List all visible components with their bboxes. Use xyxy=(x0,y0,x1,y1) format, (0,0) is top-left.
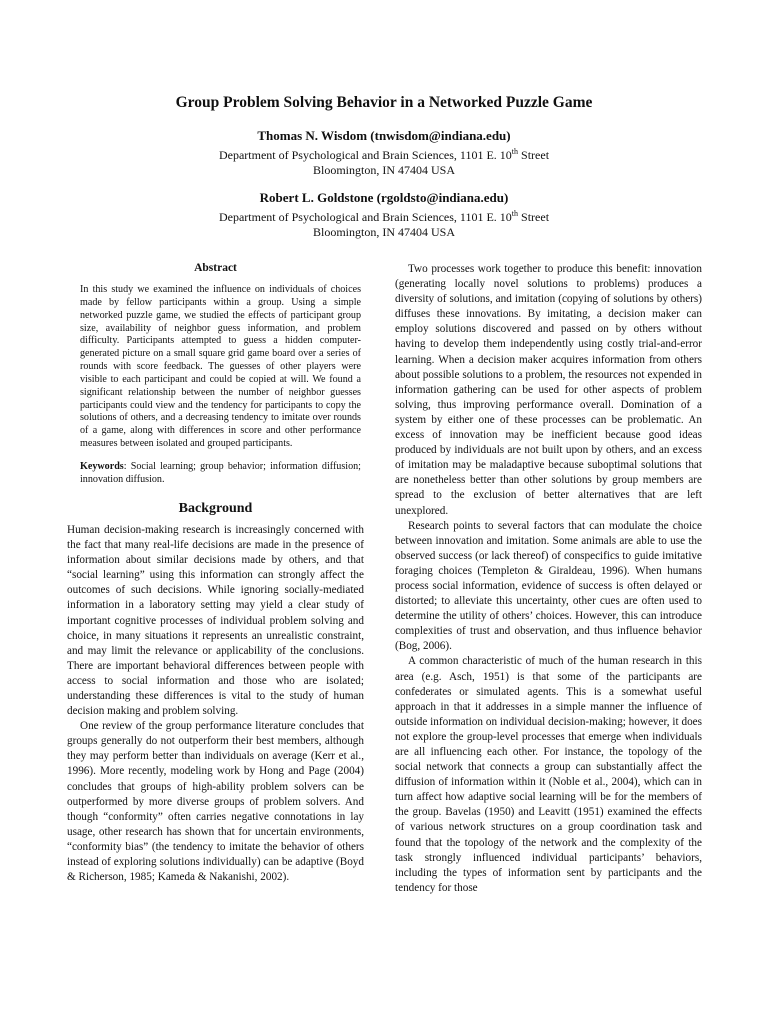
author-block-1 xyxy=(0,128,768,178)
left-column xyxy=(67,262,364,885)
body-paragraph: Two processes work together to produce this benefit: innovation (generating locally novel solutions to problems) produces a diversity of solutions, and imitation (copying of solutions by others) diffuses these innovations. By imitating, a decision maker can employ solutions discovered and passed on by others without having to develop them independently using costly trial-and-error learning. When a decision maker acquires information from others about possible solutions to a problem, the resources not expended in information gathering can be used for other aspects of problem solving, thus improving performance overall. Domination of a system by either one of these processes can be problematic. An excess of innovation may be inefficient because good ideas produced by individuals are not built upon by others, and an excess of imitation may be maladaptive because suboptimal solutions that are nonetheless better than other solutions by group members are spread to the exclusion of better alternatives that are left unexplored. xyxy=(395,263,702,517)
author-block-2 xyxy=(0,190,768,240)
author-name: Thomas N. Wisdom (tnwisdom@indiana.edu) xyxy=(257,128,511,143)
right-column xyxy=(395,262,702,896)
abstract-text: In this study we examined the influence on individuals of choices made by fellow participants within a group. Using a simple networked puzzle game, we studied the effects of participant group size, availability of neighbor guess information, and problem difficulty. Participants attempted to guess a hidden computer-generated picture on a small square grid game board over a series of rounds with score feedback. The guesses of other players were visible to each participant and could be copied at will. We found a significant relationship between the number of neighbor guesses participants could view and the tendency for participants to copy the solutions of others, and a decreasing tendency to imitate over rounds of a game, along with differences in score and other performance measures between isolated and grouped participants. xyxy=(80,284,361,450)
author-affiliation: Department of Psychological and Brain Sciences, 1101 E. 10th Street xyxy=(218,209,550,224)
author-city: Bloomington, IN 47404 USA xyxy=(312,225,455,239)
paper-title: Group Problem Solving Behavior in a Networked Puzzle Game xyxy=(175,94,593,111)
background-paragraph: One review of the group performance literature concludes that groups generally do not outperform their best members, although they may perform better than individuals on average (Kerr et al., 1996). More recently, modeling work by Hong and Page (2004) concludes that groups of high-ability problem solvers can be outperformed by more diverse groups of problem solvers. And though “conformity” often carries negative connotations in lay usage, other research has shown that for uncertain environments, “conformity bias” (the tendency to imitate the behavior of others instead of exploring solutions individually) can be adaptive (Boyd & Richerson, 1985; Kameda & Nakanishi, 2002). xyxy=(67,720,364,884)
abstract-heading: Abstract xyxy=(194,262,237,274)
body-paragraph: A common characteristic of much of the human research in this area (e.g. Asch, 1951) is that some of the participants are confederates or simulated agents. This is a somewhat useful approach in that it addresses in a simple manner the influence of outside information on individual decision-making; however, it does not explore the group-level processes that emerge when individuals are all influencing each other. For instance, the topology of the social network that connects a group can substantially affect the diffusion of information within it (Noble et al., 2004), which can in turn affect how adaptive social learning will be for the members of the group. Bavelas (1950) and Leavitt (1951) examined the effects of various network structures on a group coordination task and found that the topology of the network and the complexity of the task strongly influenced individual participants’ behaviors, including the types of information sent by participants and the tendency for those xyxy=(395,655,702,894)
background-paragraph: Human decision-making research is increasingly concerned with the fact that many real-life decisions are made in the presence of information about similar decisions made by others, and that “social learning” using this information can strongly affect the outcomes of such decisions. While ignoring socially-mediated information in a laboratory setting may yield a clear study of important cognitive processes of individual problem solving and choice, in many situations it represents an unrealistic constraint, and may limit the relevance or applicability of the conclusions. There are important behavioral differences between people with access to social information and those who are isolated; understanding these differences is vital to the study of human decision making and problem solving. xyxy=(67,523,364,718)
background-heading: Background xyxy=(178,500,253,516)
keywords: Keywords: Social learning; group behavior; information diffusion; innovation diffusion. xyxy=(80,460,361,486)
author-affiliation: Department of Psychological and Brain Sciences, 1101 E. 10th Street xyxy=(218,147,550,162)
author-city: Bloomington, IN 47404 USA xyxy=(312,163,455,177)
body-paragraph: Research points to several factors that can modulate the choice between innovation and imitation. Some animals are able to use the observed success (or lack thereof) of conspecifics to guide imitative foraging choices (Templeton & Giraldeau, 1996). When humans process social information, evidence of success is often delayed or distorted; to alleviate this uncertainty, other cues are often used to determine the utility of others’ choices. However, this can introduce complexities of trust and observation, and thus influence behavior (Bog, 2006). xyxy=(395,519,702,653)
author-name: Robert L. Goldstone (rgoldsto@indiana.edu) xyxy=(259,190,509,205)
